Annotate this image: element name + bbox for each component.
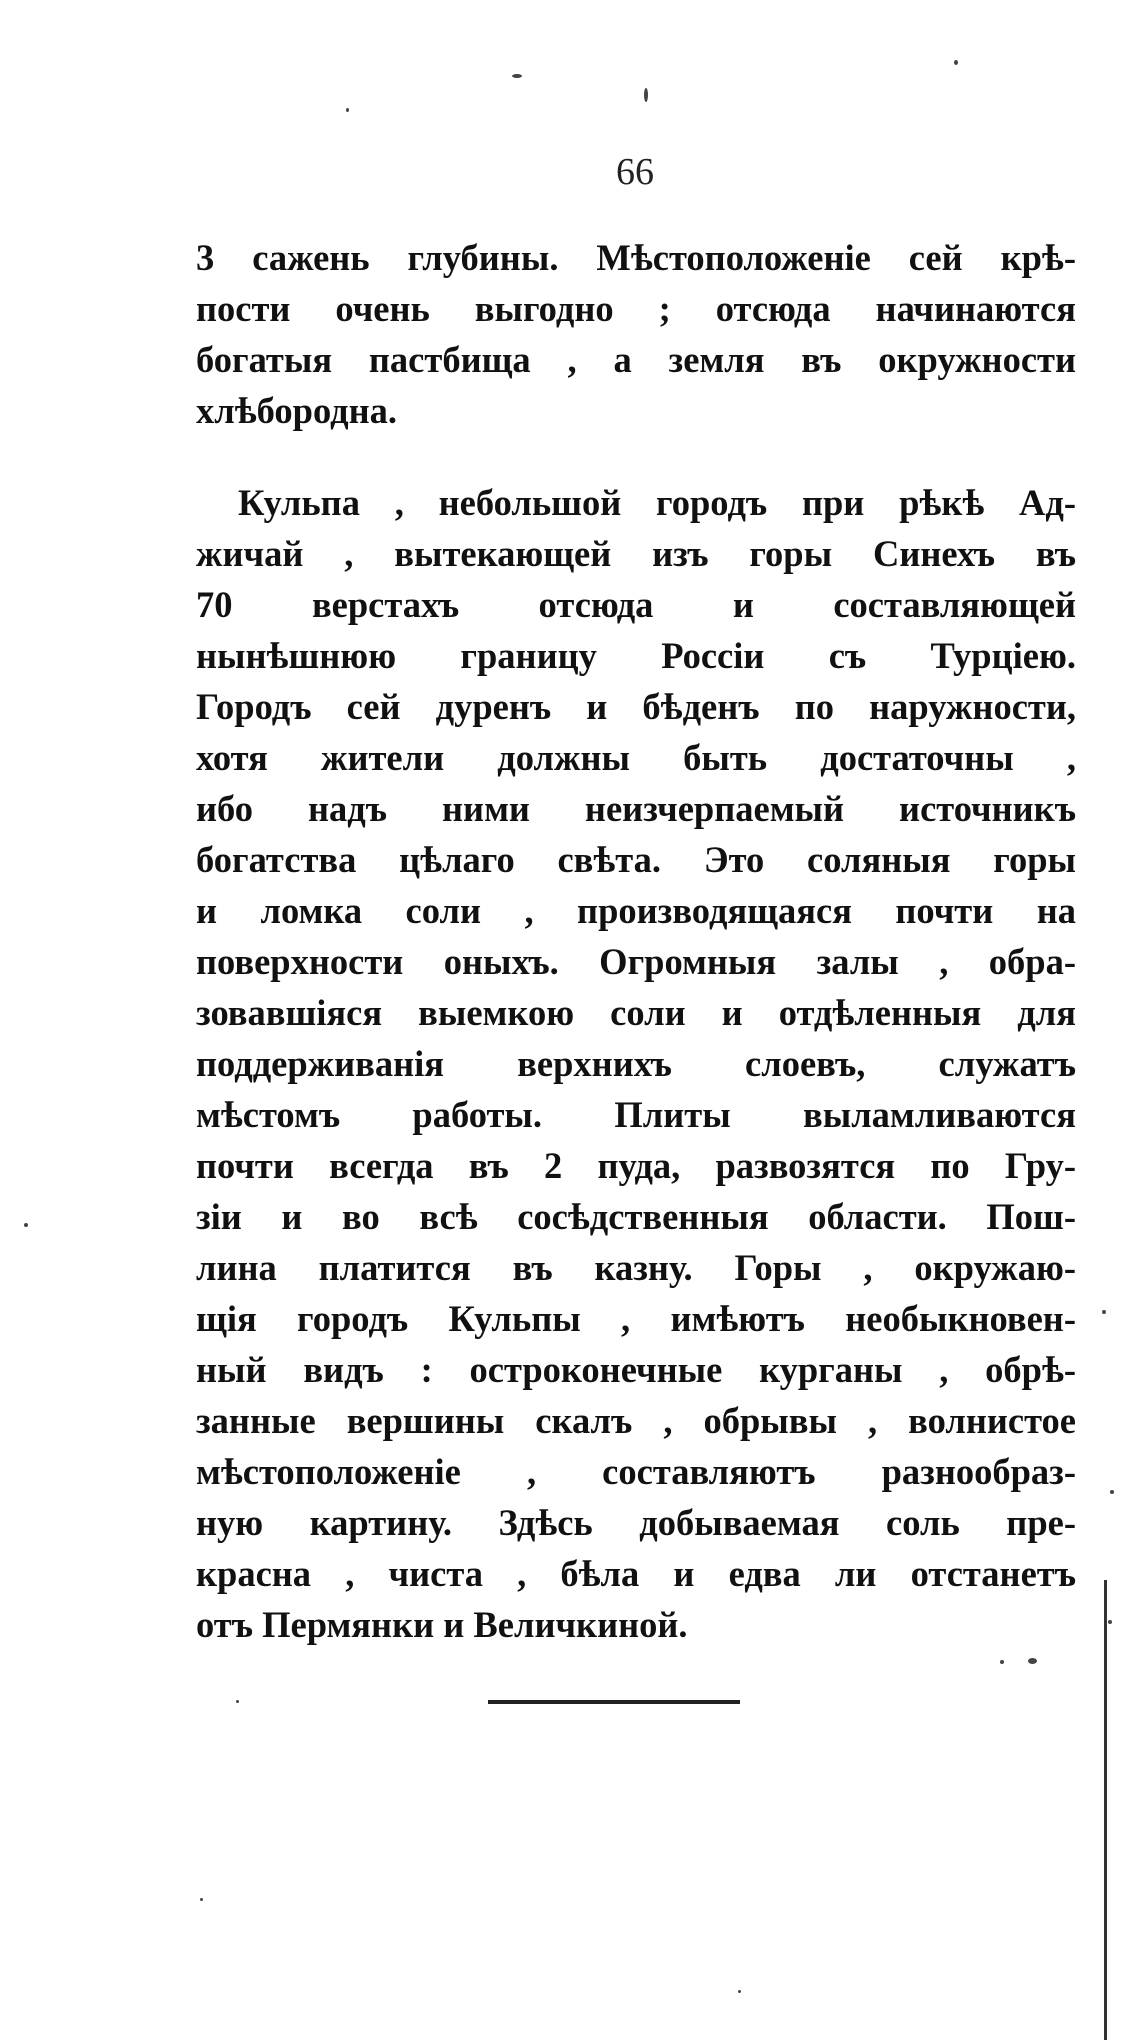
text-line: Городъ сей дуренъ и бѣденъ по наружности,	[196, 686, 1076, 727]
text-line: ную картину. Здѣсь добываемая соль пре-	[196, 1502, 1076, 1543]
text-line: зовавшіяся выемкою соли и отдѣленныя для	[196, 992, 1076, 1033]
paragraph-1	[196, 232, 1076, 436]
print-speck	[1000, 1660, 1004, 1664]
print-speck	[24, 1223, 28, 1227]
print-speck	[200, 1898, 203, 1901]
text-line: Кульпа , небольшой городъ при рѣкѣ Ад-	[238, 482, 1076, 523]
section-divider-rule	[488, 1700, 740, 1704]
text-line: поверхности оныхъ. Огромныя залы , обра-	[196, 941, 1076, 982]
print-speck	[236, 1700, 239, 1703]
text-line: богатства цѣлаго свѣта. Это соляныя горы	[196, 839, 1076, 880]
text-line: богатыя пастбища , а земля въ окружности	[196, 339, 1076, 380]
text-line: хлѣбородна.	[196, 390, 398, 431]
text-line: мѣстомъ работы. Плиты выламливаются	[196, 1094, 1076, 1135]
text-line: красна , чиста , бѣла и едва ли отстанетъ	[196, 1553, 1076, 1594]
text-line: 70 верстахъ отсюда и составляющей	[196, 584, 1076, 625]
print-speck	[1108, 1620, 1112, 1624]
text-line: занные вершины скалъ , обрывы , волнистое	[196, 1400, 1076, 1441]
text-line: щія городъ Кульпы , имѣютъ необыкновен-	[196, 1298, 1076, 1339]
print-speck	[644, 88, 648, 102]
text-line: ибо надъ ними неизчерпаемый источникъ	[196, 788, 1076, 829]
text-line: ный видъ : остроконечные курганы , обрѣ-	[196, 1349, 1076, 1390]
text-line: почти всегда въ 2 пуда, развозятся по Гру-	[196, 1145, 1076, 1186]
text-line: поддерживанія верхнихъ слоевъ, служатъ	[196, 1043, 1076, 1084]
text-line: мѣстоположеніе , составляютъ разнообраз-	[196, 1451, 1076, 1492]
print-speck	[738, 1990, 741, 1993]
page-number: 66	[616, 151, 654, 193]
text-line: пости очень выгодно ; отсюда начинаются	[196, 288, 1076, 329]
print-speck	[512, 74, 522, 78]
text-line: жичай , вытекающей изъ горы Синехъ въ	[196, 533, 1076, 574]
text-line: отъ Пермянки и Величкиной.	[196, 1604, 688, 1645]
text-line: и ломка соли , производящаяся почти на	[196, 890, 1076, 931]
text-line: хотя жители должны быть достаточны ,	[196, 737, 1076, 778]
text-line: лина платится въ казну. Горы , окружаю-	[196, 1247, 1076, 1288]
text-line: зіи и во всѣ сосѣдственныя области. Пош-	[196, 1196, 1076, 1237]
text-line: нынѣшнюю границу Россіи съ Турціею.	[196, 635, 1076, 676]
print-speck	[1028, 1658, 1037, 1664]
print-speck	[954, 60, 958, 65]
text-line: 3 сажень глубины. Мѣстоположеніе сей крѣ-	[196, 237, 1076, 278]
print-speck	[1102, 1310, 1106, 1314]
print-speck	[1110, 1490, 1114, 1494]
paragraph-2	[196, 477, 1076, 1650]
print-speck	[346, 108, 349, 112]
page-edge-shadow	[1104, 1580, 1107, 2040]
